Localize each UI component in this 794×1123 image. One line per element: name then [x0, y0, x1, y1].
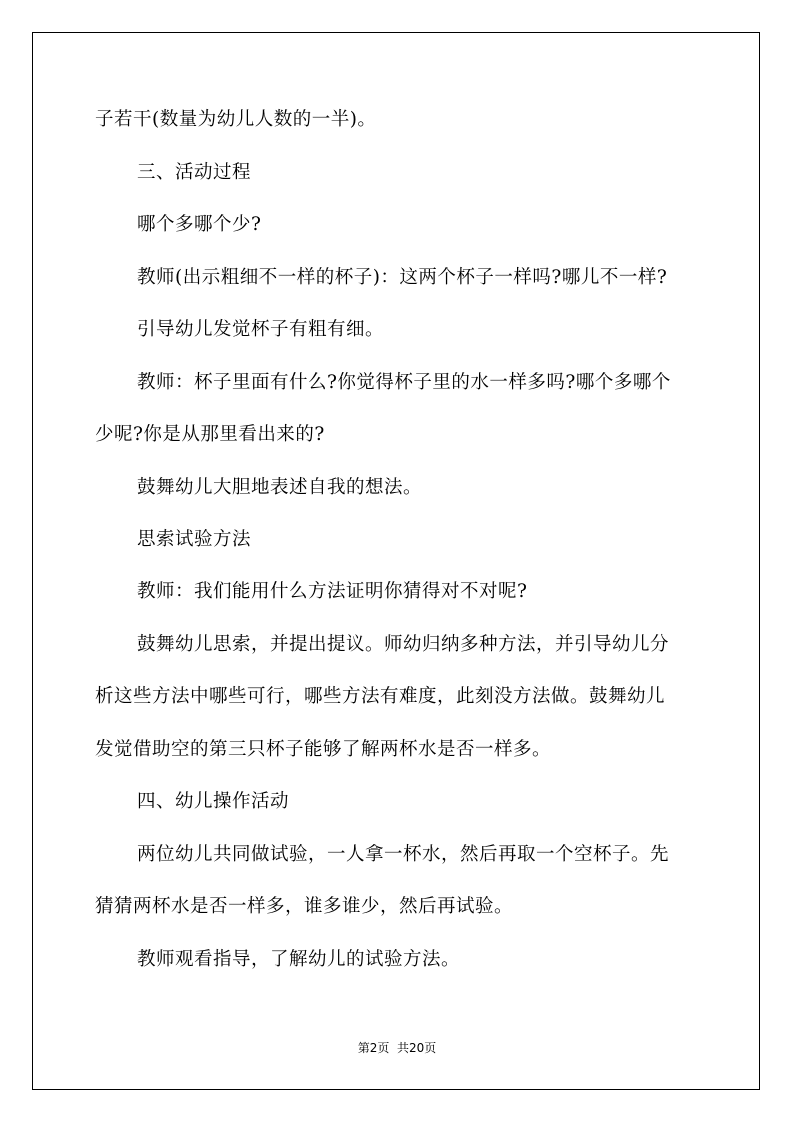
- body-line-8: 鼓舞幼儿大胆地表述自我的想法。: [137, 477, 423, 498]
- body-line-6: 教师：杯子里面有什么?你觉得杯子里的水一样多吗?哪个多哪个: [137, 372, 671, 393]
- body-line-5: 引导幼儿发觉杯子有粗有细。: [137, 319, 385, 340]
- page-number-footer: 第2页 共20页: [357, 1041, 437, 1055]
- subheading-which-more-less: 哪个多哪个少?: [137, 214, 262, 235]
- body-line-17: 教师观看指导，了解幼儿的试验方法。: [137, 949, 461, 970]
- body-line-13: 发觉借助空的第三只杯子能够了解两杯水是否一样多。: [95, 739, 552, 760]
- body-line-15: 两位幼儿共同做试验，一人拿一杯水，然后再取一个空杯子。先: [137, 844, 670, 865]
- body-line-11: 鼓舞幼儿思索，并提出提议。师幼归纳多种方法，并引导幼儿分: [137, 634, 670, 655]
- body-line-1: 子若干(数量为幼儿人数的一半)。: [95, 109, 377, 130]
- body-line-12: 析这些方法中哪些可行，哪些方法有难度，此刻没方法做。鼓舞幼儿: [95, 686, 666, 707]
- section-heading-activity-process: 三、活动过程: [137, 162, 252, 183]
- body-line-4: 教师(出示粗细不一样的杯子)：这两个杯子一样吗?哪儿不一样?: [137, 267, 668, 288]
- section-heading-child-activity: 四、幼儿操作活动: [137, 791, 290, 812]
- body-line-7: 少呢?你是从那里看出来的?: [95, 424, 325, 445]
- subheading-experiment-method: 思索试验方法: [137, 529, 252, 550]
- page-frame: [32, 32, 760, 1090]
- body-line-16: 猜猜两杯水是否一样多，谁多谁少，然后再试验。: [95, 896, 514, 917]
- body-line-10: 教师：我们能用什么方法证明你猜得对不对呢?: [137, 581, 528, 602]
